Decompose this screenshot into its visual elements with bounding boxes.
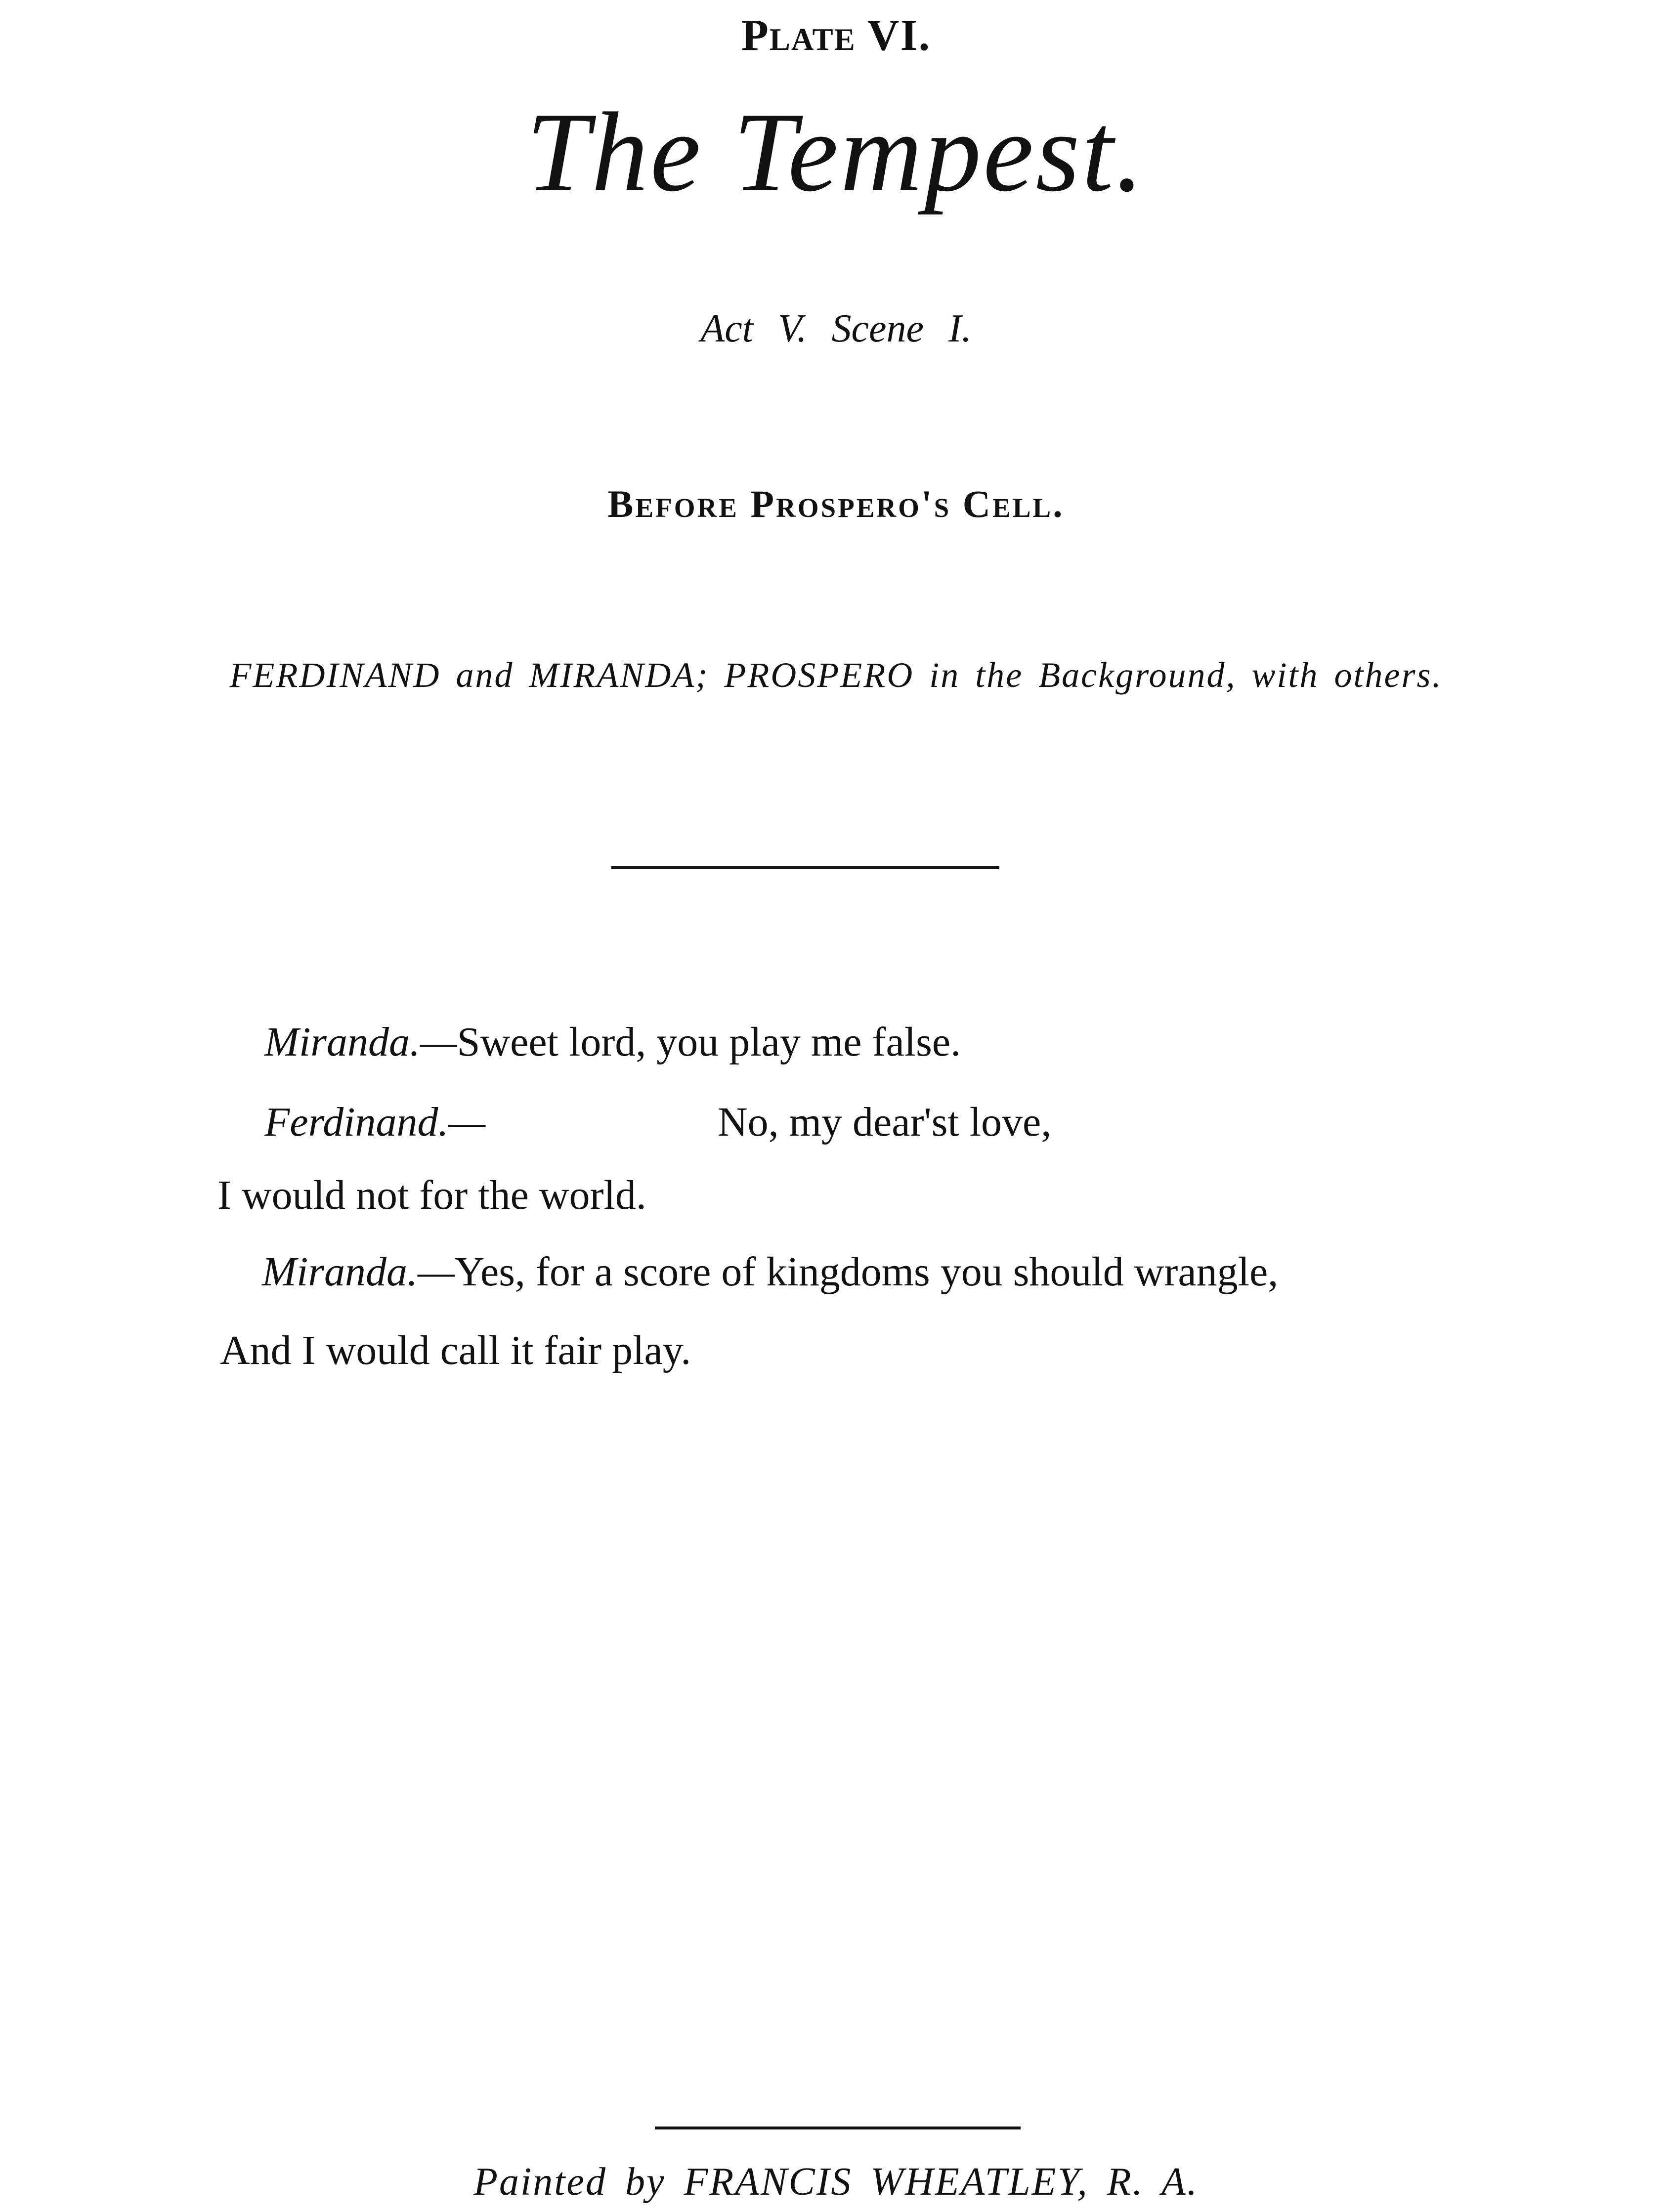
divider-rule — [611, 866, 999, 869]
painter-credit: Painted by FRANCIS WHEATLEY, R. A. — [473, 2160, 1199, 2204]
persons-in-scene: FERDINAND and MIRANDA; PROSPERO in the Background, with others. — [229, 655, 1443, 695]
speaker-name: Miranda.— — [264, 1019, 457, 1065]
line-text: No, my dear'st love, — [718, 1099, 1052, 1145]
dialogue-line-3 — [217, 1171, 646, 1219]
dialogue-line-1 — [264, 1018, 961, 1066]
scene-setting: Before Prospero's Cell. — [607, 482, 1065, 525]
dialogue-line-2 — [718, 1098, 1051, 1146]
plate-number: Plate VI. — [741, 11, 931, 60]
line-text: I would not for the world. — [217, 1172, 646, 1218]
dialogue-line-2-speaker — [264, 1098, 485, 1146]
line-text: Sweet lord, you play me false. — [457, 1019, 961, 1065]
dialogue-line-4 — [262, 1248, 1278, 1296]
speaker-name: Miranda.— — [262, 1249, 455, 1295]
footer-rule — [655, 2127, 1021, 2129]
line-text: And I would call it fair play. — [220, 1327, 691, 1373]
dialogue-line-5 — [220, 1326, 691, 1374]
act-scene: Act V. Scene I. — [700, 307, 972, 350]
speaker-name: Ferdinand.— — [264, 1099, 486, 1145]
line-text: Yes, for a score of kingdoms you should wrangle, — [454, 1249, 1279, 1295]
page-title: The Tempest. — [526, 89, 1146, 215]
